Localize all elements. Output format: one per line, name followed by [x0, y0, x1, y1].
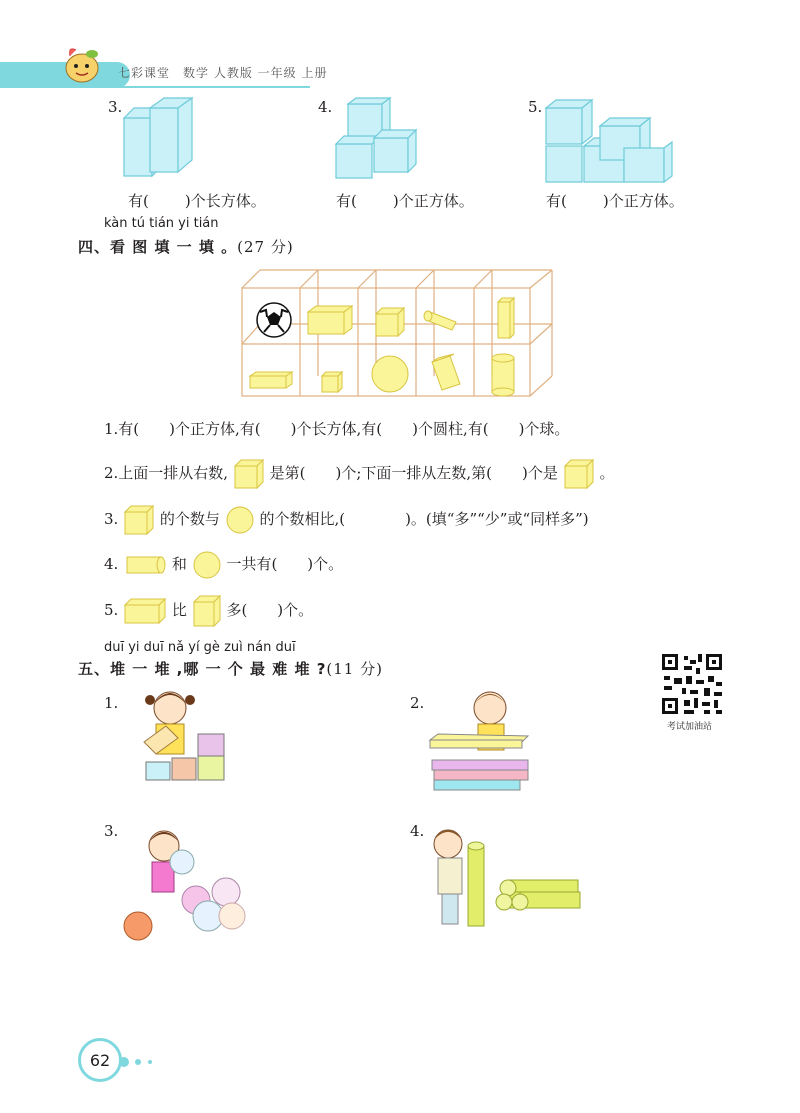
- item-number: 1.: [104, 694, 119, 712]
- cube-stack-figure: [334, 96, 424, 182]
- section-4-question-3: 3. 的个数与 的个数相比,( )。(填“多”“少”或“同样多”): [104, 504, 589, 536]
- item-number: 3.: [104, 822, 119, 840]
- page-number: 62: [78, 1038, 122, 1082]
- section-5-pinyin: duī yi duī nǎ yí gè zuì nán duī: [104, 640, 296, 655]
- qr-code-icon[interactable]: [660, 652, 724, 716]
- section-4-question-4: 4. 和 一共有( )个。: [104, 550, 343, 580]
- question-5-text: 有( )个正方体。: [546, 192, 684, 210]
- cube-icon: [563, 458, 595, 490]
- girl-stacking-boxes-illustration: [120, 680, 232, 784]
- ball-icon: [225, 505, 255, 535]
- shape-shelf-figure: [240, 266, 558, 398]
- girl-stacking-balls-illustration: [118, 820, 248, 944]
- question-number: 3.: [108, 98, 123, 116]
- question-3-text: 有( )个长方体。: [128, 192, 266, 210]
- cube-icon: [123, 504, 155, 536]
- ball-icon: [192, 550, 222, 580]
- section-4-pinyin: kàn tú tián yi tián: [104, 216, 219, 231]
- section-4-title: 四、看 图 填 一 填 。(27 分): [78, 238, 294, 256]
- section-4-question-2: 2.上面一排从右数, 是第( )个;下面一排从左数,第( )个是 。: [104, 458, 614, 490]
- boy-stacking-cylinders-illustration: [428, 820, 588, 932]
- item-number: 2.: [410, 694, 425, 712]
- soccer-ball-icon: [257, 303, 291, 337]
- qr-caption: 考试加油站: [667, 722, 713, 732]
- section-4-question-1: 1.有( )个正方体,有( )个长方体,有( )个圆柱,有( )个球。: [104, 420, 570, 438]
- item-number: 4.: [410, 822, 425, 840]
- cylinder-icon: [123, 554, 167, 576]
- question-4-text: 有( )个正方体。: [336, 192, 474, 210]
- cube-icon: [192, 594, 222, 628]
- boy-stacking-planks-illustration: [428, 684, 538, 794]
- header-line: [100, 86, 310, 88]
- page-dots-icon: [118, 1056, 158, 1068]
- cube-stack-figure: [544, 96, 676, 184]
- cuboid-icon: [123, 597, 167, 625]
- question-number: 5.: [528, 98, 543, 116]
- section-4-question-5: 5. 比 多( )个。: [104, 594, 313, 628]
- mascot-icon: [58, 42, 106, 86]
- header-title: 七彩课堂 数学 人教版 一年级 上册: [118, 66, 328, 80]
- cuboid-stack-figure: [120, 96, 198, 180]
- cube-icon: [233, 458, 265, 490]
- question-number: 4.: [318, 98, 333, 116]
- section-5-title: 五、堆 一 堆 ,哪 一 个 最 难 堆 ?(11 分): [78, 660, 383, 678]
